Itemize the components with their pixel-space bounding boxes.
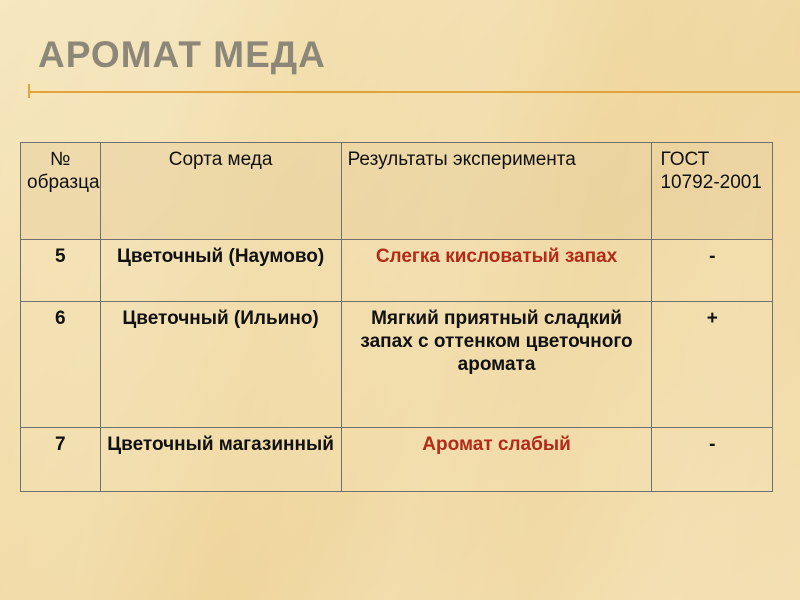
header-gost: ГОСТ 10792-2001 <box>652 143 773 240</box>
slide-title: АРОМАТ МЕДА <box>38 34 326 75</box>
table-row <box>21 240 773 302</box>
header-experiment-results: Результаты эксперимента <box>341 143 652 240</box>
cell-honey-variety: Цветочный (Ильино) <box>100 302 341 428</box>
cell-gost-compliance: + <box>652 302 773 428</box>
honey-aroma-table <box>20 142 773 492</box>
header-honey-variety: Сорта меда <box>100 143 341 240</box>
cell-experiment-result: Аромат слабый <box>341 428 652 492</box>
cell-honey-variety: Цветочный (Наумово) <box>100 240 341 302</box>
header-sample-number: № образца <box>21 143 101 240</box>
table-row <box>21 302 773 428</box>
cell-experiment-result: Мягкий приятный сладкий запах с оттенком цветочного аромата <box>341 302 652 428</box>
cell-experiment-result: Слегка кисловатый запах <box>341 240 652 302</box>
cell-honey-variety: Цветочный магазинный <box>100 428 341 492</box>
title-underline <box>28 91 800 93</box>
cell-gost-compliance: - <box>652 428 773 492</box>
cell-sample-number: 7 <box>21 428 101 492</box>
table-row <box>21 428 773 492</box>
cell-sample-number: 5 <box>21 240 101 302</box>
cell-gost-compliance: - <box>652 240 773 302</box>
cell-sample-number: 6 <box>21 302 101 428</box>
table-header-row <box>21 143 773 240</box>
